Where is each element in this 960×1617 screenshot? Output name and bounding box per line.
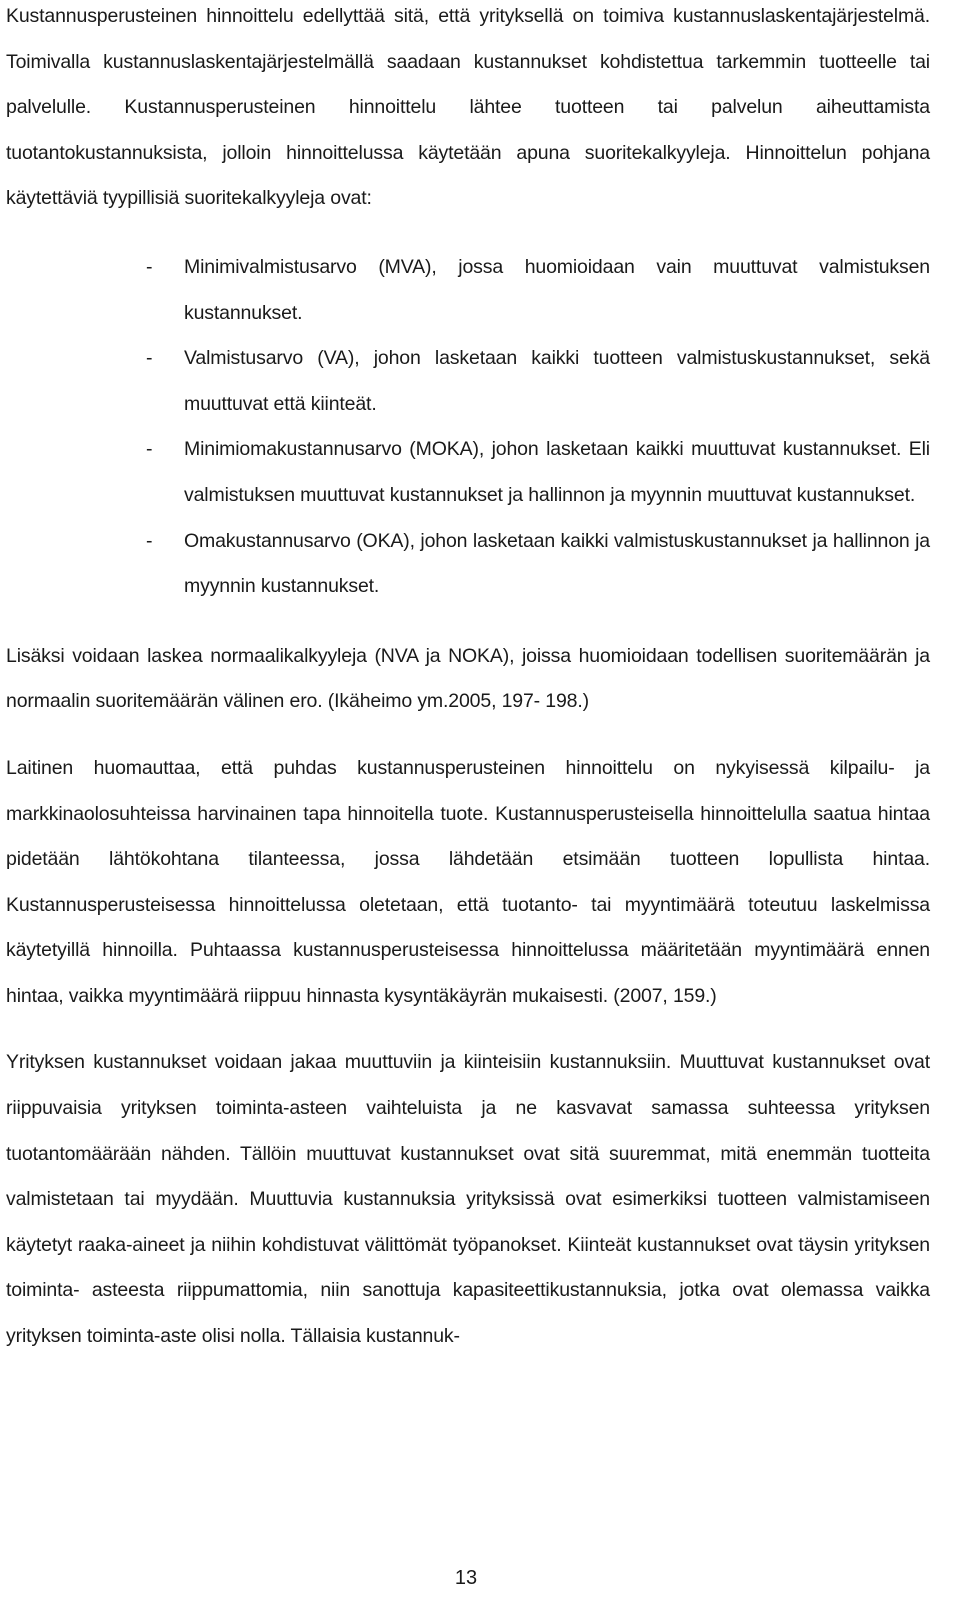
intro-paragraph: Kustannusperusteinen hinnoittelu edellyttää sitä, että yrityksellä on toimiva kustannuslaskentajärjestelmä. Toimivalla kustannuslaskentajärjestelmällä saadaan kustannukset kohdistettua tarkemmin tuotteelle tai palvelulle. Kustannusperusteinen hinnoittelu lähtee tuotteen tai palvelun aiheuttamista tuotantokustannuksista, jolloin hinnoittelussa käytetään apuna suoritekalkyyleja. Hinnoittelun pohjana käytettäviä tyypillisiä suoritekalkyyleja ovat: — [6, 5, 930, 210]
page-number: 13 — [454, 1567, 478, 1589]
document-page — [6, 0, 930, 1360]
normal-calculation-paragraph: Lisäksi voidaan laskea normaalikalkyyleja (NVA ja NOKA), joissa huomioidaan todellisen suoritemäärän ja normaalin suoritemäärän välinen ero. (Ikäheimo ym.2005, 197- 198.) — [6, 644, 930, 713]
list-marker: - — [146, 529, 153, 552]
cost-types-paragraph: Yrityksen kustannukset voidaan jakaa muuttuviin ja kiinteisiin kustannuksiin. Muuttuvat kustannukset ovat riippuvaisia yrityksen toiminta-asteen vaihteluista ja ne kasvavat samassa suhteessa yrityksen tuotantomäärään nähden. Tällöin muuttuvat kustannukset ovat sitä suuremmat, mitä enemmän tuotteita valmistetaan tai myydään. Muuttuvia kustannuksia yrityksissä ovat esimerkiksi tuotteen valmistamiseen käytetyt raaka-aineet ja niihin kohdistuvat välittömät työpanokset. Kiinteät kustannukset ovat täysin yrityksen toiminta- asteesta riippumattomia, niin sanottuja kapasiteettikustannuksia, jotka ovat olemassa vaikka yrityksen toiminta-aste olisi nolla. Tällaisia kustannuk- — [6, 1051, 930, 1348]
list-item-text: Minimiomakustannusarvo (MOKA), johon lasketaan kaikki muuttuvat kustannukset. Eli valmistuksen muuttuvat kustannukset ja hallinnon ja myynnin muuttuvat kustannukset. — [184, 438, 930, 506]
list-item-text: Valmistusarvo (VA), johon lasketaan kaikki tuotteen valmistuskustannukset, sekä muuttuvat että kiinteät. — [184, 347, 930, 415]
list-item-text: Minimivalmistusarvo (MVA), jossa huomioidaan vain muuttuvat valmistuksen kustannukset. — [184, 255, 930, 324]
list-item — [6, 336, 930, 427]
list-item — [6, 519, 930, 610]
laitinen-paragraph: Laitinen huomauttaa, että puhdas kustannusperusteinen hinnoittelu on nykyisessä kilpailu- ja markkinaolosuhteissa harvinainen tapa hinnoitella tuote. Kustannusperusteisella hinnoittelulla saatua hintaa pidetään lähtökohtana tilanteessa, jossa lähdetään etsimään tuotteen lopullista hintaa. Kustannusperusteisessa hinnoittelussa oletetaan, että tuotanto- tai myyntimäärä toteutuu laskelmissa käytetyillä hinnoilla. Puhtaassa kustannusperusteisessa hinnoittelussa määritetään myyntimäärä ennen hintaa, vaikka myyntimäärä riippuu hinnasta kysyntäkäyrän mukaisesti. (2007, 159.) — [6, 756, 930, 1007]
calculation-list — [6, 245, 930, 610]
list-item — [6, 427, 930, 518]
list-marker: - — [146, 255, 153, 278]
list-marker: - — [146, 438, 153, 461]
list-marker: - — [146, 347, 153, 370]
list-item — [6, 245, 930, 336]
list-item-text: Omakustannusarvo (OKA), johon lasketaan kaikki valmistuskustannukset ja hallinnon ja myynnin kustannukset. — [184, 529, 930, 598]
